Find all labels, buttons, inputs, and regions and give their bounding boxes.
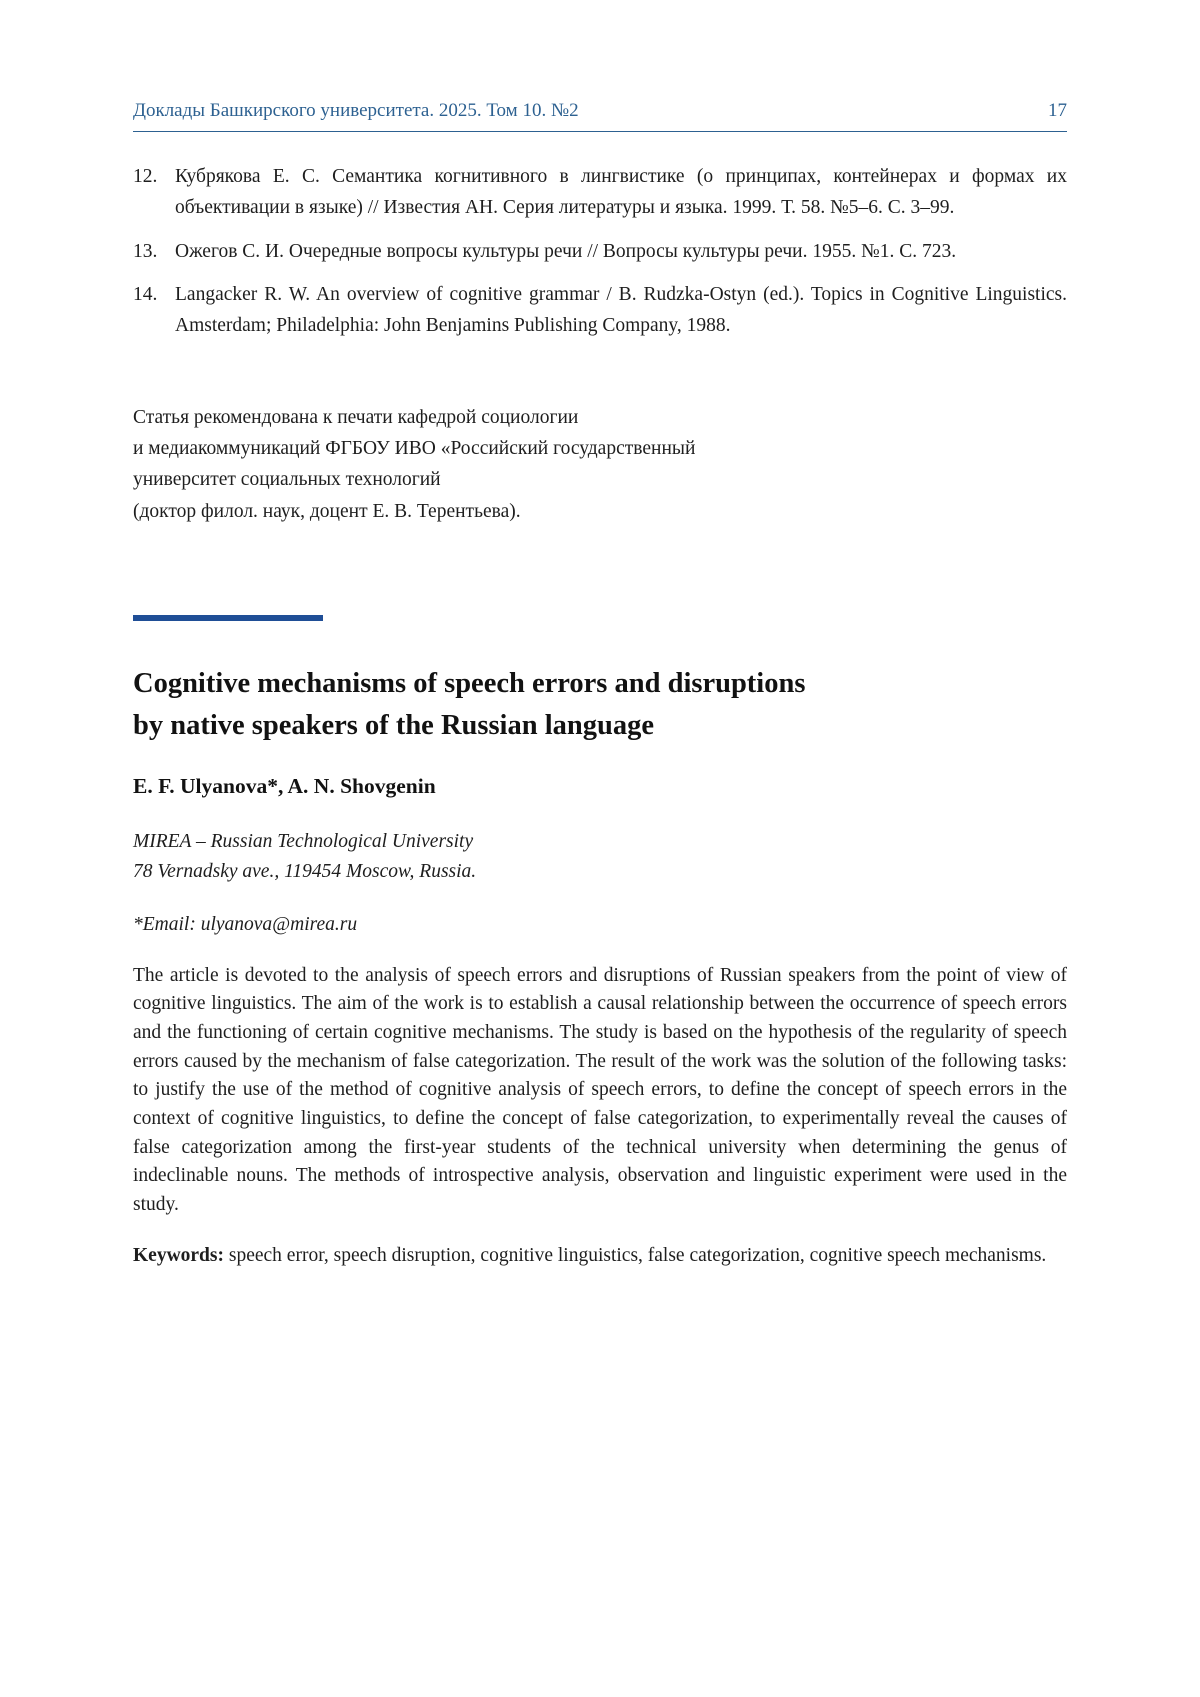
article-title: [133, 663, 1067, 749]
references-list: [133, 162, 1067, 342]
recommendation-line: и медиакоммуникаций ФГБОУ ИВО «Российский государственный: [133, 438, 696, 460]
page-number: 17: [1048, 100, 1067, 121]
affiliation-line: 78 Vernadsky ave., 119454 Moscow, Russia.: [133, 861, 477, 883]
article-abstract: The article is devoted to the analysis of speech errors and disruptions of Russian speakers from the point of view of cognitive linguistics. The aim of the work is to establish a causal relationship between the occurrence of speech errors and the functioning of certain cognitive mechanisms. The study is based on the hypothesis of the regularity of speech errors caused by the mechanism of false categorization. The result of the work was the solution of the following tasks: to justify the use of the method of cognitive analysis of speech errors, to define the concept of speech errors in the context of cognitive linguistics, to define the concept of false categorization, to experimentally reveal the causes of false categorization among the first-year students of the technical university when determining the genus of indeclinable nouns. The methods of introspective analysis, observation and linguistic experiment were used in the study.: [133, 964, 1067, 1215]
reference-text: Ожегов С. И. Очередные вопросы культуры речи // Вопросы культуры речи. 1955. №1. С. 723.: [175, 240, 957, 262]
affiliation-line: MIREA – Russian Technological University: [133, 831, 474, 853]
recommendation-note: [133, 402, 1067, 527]
keywords-text: speech error, speech disruption, cognitive linguistics, false categorization, cognitive speech mechanisms.: [224, 1244, 1047, 1266]
article-title-line: Cognitive mechanisms of speech errors and disruptions: [133, 667, 806, 699]
journal-title: Доклады Башкирского университета. 2025. Том 10. №2: [133, 100, 579, 121]
keywords-label: Keywords:: [133, 1244, 224, 1266]
reference-item: [133, 237, 1067, 268]
article-authors: E. F. Ulyanova*, A. N. Shovgenin: [133, 774, 436, 799]
recommendation-line: Статья рекомендована к печати кафедрой социологии: [133, 406, 579, 428]
article-affiliation: [133, 827, 1067, 887]
reference-number: 14.: [133, 284, 158, 306]
page-header: [133, 100, 1067, 132]
reference-text: Langacker R. W. An overview of cognitive grammar / B. Rudzka-Ostyn (ed.). Topics in Cognitive Linguistics. Amsterdam; Philadelphia: John Benjamins Publishing Company, 1988.: [175, 284, 1067, 337]
reference-number: 13.: [133, 240, 158, 262]
recommendation-line: университет социальных технологий: [133, 469, 441, 491]
keywords-block: [133, 1242, 1067, 1271]
reference-number: 12.: [133, 166, 158, 187]
article-title-line: by native speakers of the Russian language: [133, 710, 654, 742]
reference-item: [133, 162, 1067, 224]
reference-text: Кубрякова Е. С. Семантика когнитивного в лингвистике (о принципах, контейнерах и формах их объективации в языке) // Известия АН. Серия литературы и языка. 1999. Т. 58. №5–6. С. 3–99.: [175, 166, 1067, 218]
author-email: *Email: ulyanova@mirea.ru: [133, 913, 358, 935]
section-divider-bar: [133, 615, 323, 621]
recommendation-line: (доктор филол. наук, доцент Е. В. Терентьева).: [133, 500, 521, 522]
reference-item: [133, 280, 1067, 342]
